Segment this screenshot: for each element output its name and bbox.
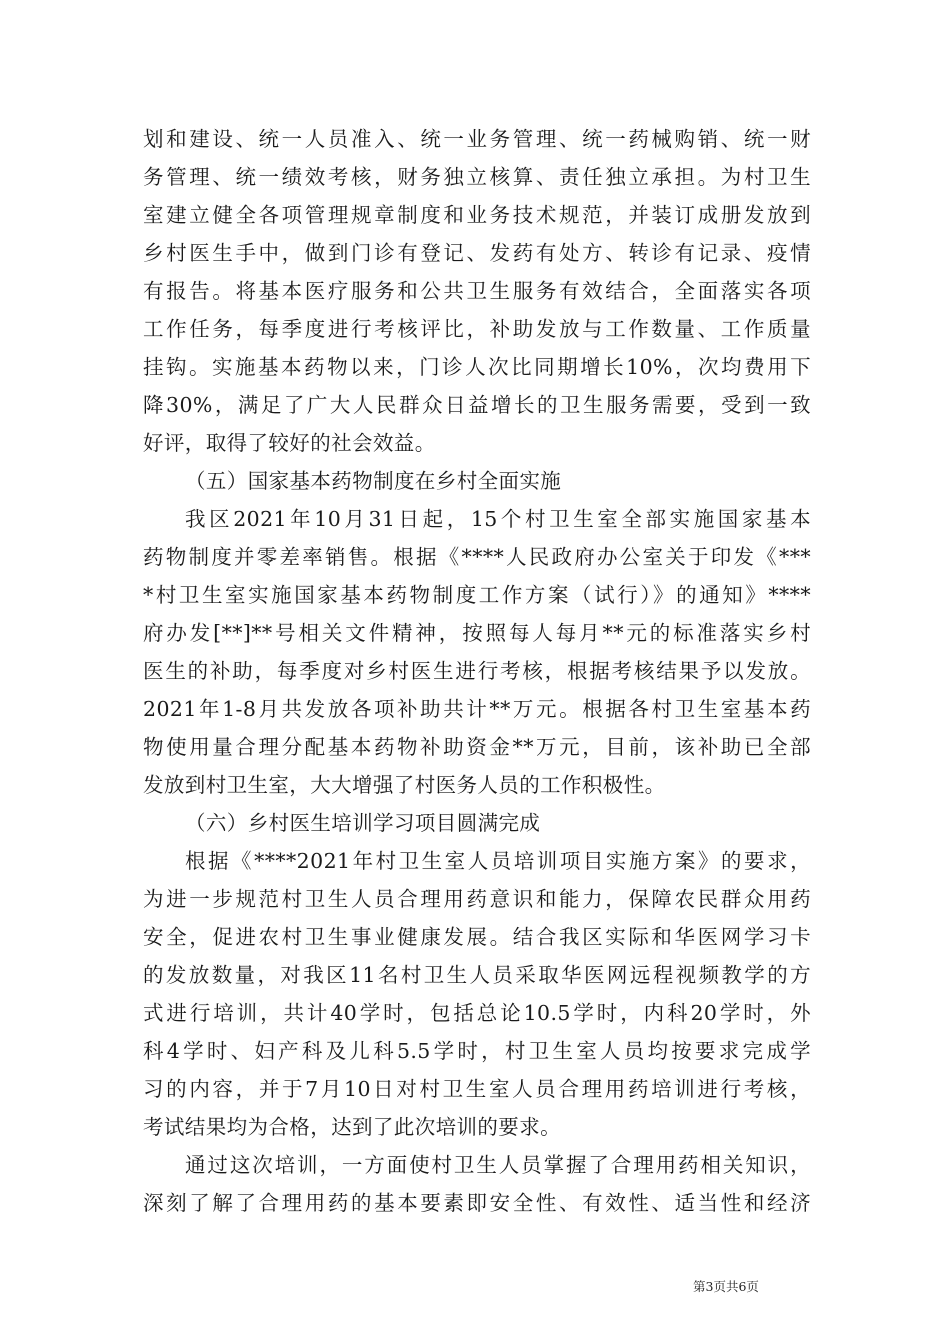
paragraph-line: 室建立健全各项管理规章制度和业务技术规范，并装订成册发放到 bbox=[143, 203, 811, 227]
paragraph-line: 考试结果均为合格，达到了此次培训的要求。 bbox=[143, 1115, 561, 1139]
paragraph-line: 挂钩。实施基本药物以来，门诊人次比同期增长10%，次均费用下 bbox=[143, 355, 811, 379]
paragraph-line: 好评，取得了较好的社会效益。 bbox=[143, 431, 436, 455]
paragraph-line: 2021年1-8月共发放各项补助共计**万元。根据各村卫生室基本药 bbox=[143, 697, 811, 721]
paragraph-line: 的发放数量，对我区11名村卫生人员采取华医网远程视频教学的方 bbox=[143, 963, 811, 987]
paragraph-line: 为进一步规范村卫生人员合理用药意识和能力，保障农民群众用药 bbox=[143, 887, 811, 911]
paragraph-line: 工作任务，每季度进行考核评比，补助发放与工作数量、工作质量 bbox=[143, 317, 811, 341]
page-number-footer: 第3页共6页 bbox=[693, 1279, 759, 1294]
paragraph-line: 根据《****2021年村卫生室人员培训项目实施方案》的要求， bbox=[185, 849, 811, 873]
paragraph-line: *村卫生室实施国家基本药物制度工作方案（试行）》的通知》**** bbox=[143, 583, 811, 607]
paragraph-line: 降30%，满足了广大人民群众日益增长的卫生服务需要，受到一致 bbox=[143, 393, 811, 417]
paragraph-line: 划和建设、统一人员准入、统一业务管理、统一药械购销、统一财 bbox=[143, 127, 811, 151]
section-heading: （六）乡村医生培训学习项目圆满完成 bbox=[185, 811, 541, 835]
paragraph-line: 乡村医生手中，做到门诊有登记、发药有处方、转诊有记录、疫情 bbox=[143, 241, 811, 265]
paragraph-line: 发放到村卫生室，大大增强了村医务人员的工作积极性。 bbox=[143, 773, 666, 797]
paragraph-line: 式进行培训，共计40学时，包括总论10.5学时，内科20学时，外 bbox=[143, 1001, 811, 1025]
paragraph-line: 医生的补助，每季度对乡村医生进行考核，根据考核结果予以发放。 bbox=[143, 659, 811, 683]
paragraph-line: 习的内容，并于7月10日对村卫生室人员合理用药培训进行考核， bbox=[143, 1077, 811, 1101]
paragraph-line: 务管理、统一绩效考核，财务独立核算、责任独立承担。为村卫生 bbox=[143, 165, 811, 189]
document-body bbox=[143, 120, 811, 1222]
paragraph-line: 科4学时、妇产科及儿科5.5学时，村卫生室人员均按要求完成学 bbox=[143, 1039, 811, 1063]
paragraph-line: 深刻了解了合理用药的基本要素即安全性、有效性、适当性和经济 bbox=[143, 1191, 811, 1215]
paragraph-line: 通过这次培训，一方面使村卫生人员掌握了合理用药相关知识， bbox=[185, 1153, 811, 1177]
section-heading: （五）国家基本药物制度在乡村全面实施 bbox=[185, 469, 562, 493]
paragraph-line: 药物制度并零差率销售。根据《****人民政府办公室关于印发《*** bbox=[143, 545, 811, 569]
paragraph-line: 我区2021年10月31日起，15个村卫生室全部实施国家基本 bbox=[185, 507, 811, 531]
paragraph-line: 物使用量合理分配基本药物补助资金**万元，目前，该补助已全部 bbox=[143, 735, 811, 759]
paragraph-line: 安全，促进农村卫生事业健康发展。结合我区实际和华医网学习卡 bbox=[143, 925, 811, 949]
paragraph-line: 有报告。将基本医疗服务和公共卫生服务有效结合，全面落实各项 bbox=[143, 279, 811, 303]
paragraph-line: 府办发[**]**号相关文件精神，按照每人每月**元的标准落实乡村 bbox=[143, 621, 811, 645]
